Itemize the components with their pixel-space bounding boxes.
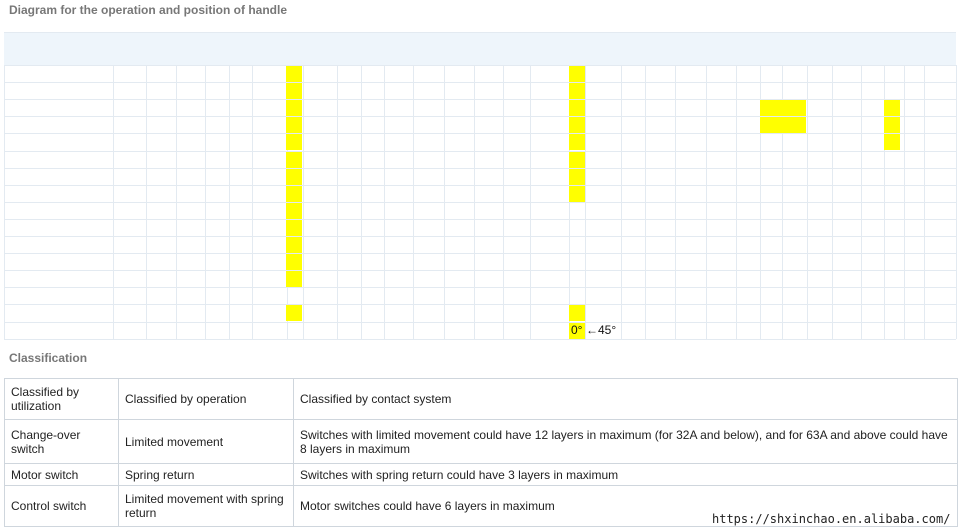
highlight-cell [286,271,302,287]
grid-hline [4,99,956,100]
handle-angle-value: ←45° [586,322,617,337]
grid-hline [4,185,956,186]
grid-hline [4,133,956,134]
highlight-cell [569,152,585,168]
operation-cell: Spring return [119,464,294,486]
grid-hline [4,339,956,340]
grid-hline [4,202,956,203]
highlight-cell [286,66,302,82]
table-row [5,464,958,486]
highlight-cell [884,117,900,133]
utilization-cell: Control switch [5,486,119,527]
highlight-cell [884,100,900,116]
highlight-cell [569,305,585,321]
highlight-cell [569,66,585,82]
highlight-cell [569,117,585,133]
highlight-cell [286,169,302,185]
diagram-title: Diagram for the operation and position of handle [9,3,288,17]
highlight-cell [569,100,585,116]
highlight-cell [569,83,585,99]
grid-hline [4,270,956,271]
highlight-cell [884,134,900,150]
highlight-cell [569,134,585,150]
table-row [5,420,958,464]
highlight-cell [286,220,302,236]
grid-hline [4,32,956,33]
highlight-cell [286,186,302,202]
grid-hline [4,322,956,323]
grid-hline [4,168,956,169]
highlight-cell [286,117,302,133]
highlight-cell [286,100,302,116]
diagram-header-band [4,32,956,65]
operation-cell: Limited movement [119,420,294,464]
highlight-cell [569,169,585,185]
grid-hline [4,151,956,152]
contact-system-cell: Switches with spring return could have 3 layers in maximum [294,464,958,486]
header-contact-system: Classified by contact system [294,379,958,420]
watermark-url: https://shxinchao.en.alibaba.com/ [712,512,951,526]
highlight-cell [286,134,302,150]
classification-header-row [5,379,958,420]
grid-hline [4,236,956,237]
grid-hline [4,253,956,254]
classification-table [4,378,958,527]
utilization-cell: Motor switch [5,464,119,486]
grid-hline [4,287,956,288]
highlight-cell [760,100,806,116]
highlight-cell [760,117,806,133]
contact-system-cell: Switches with limited movement could have 12 layers in maximum (for 32A and below), and for 63A and above could have 8 layers in maximum [294,420,958,464]
highlight-cell [286,305,302,321]
header-utilization: Classified by utilization [5,379,119,420]
handle-angle-value: 0° [571,322,583,337]
grid-hline [4,304,956,305]
classification-title: Classification [9,351,88,365]
utilization-cell: Change-over switch [5,420,119,464]
grid-hline [4,82,956,83]
highlight-cell [286,83,302,99]
grid-vline [956,65,957,339]
operation-cell: Limited movement with spring return [119,486,294,527]
highlight-cell [286,254,302,270]
contact-system-cell: Motor switches could have 6 layers in maximum [294,486,958,527]
highlight-cell [286,237,302,253]
grid-hline [4,116,956,117]
grid-hline [4,65,956,66]
highlight-cell [569,186,585,202]
highlight-cell [286,152,302,168]
grid-hline [4,219,956,220]
highlight-cell [286,203,302,219]
header-operation: Classified by operation [119,379,294,420]
